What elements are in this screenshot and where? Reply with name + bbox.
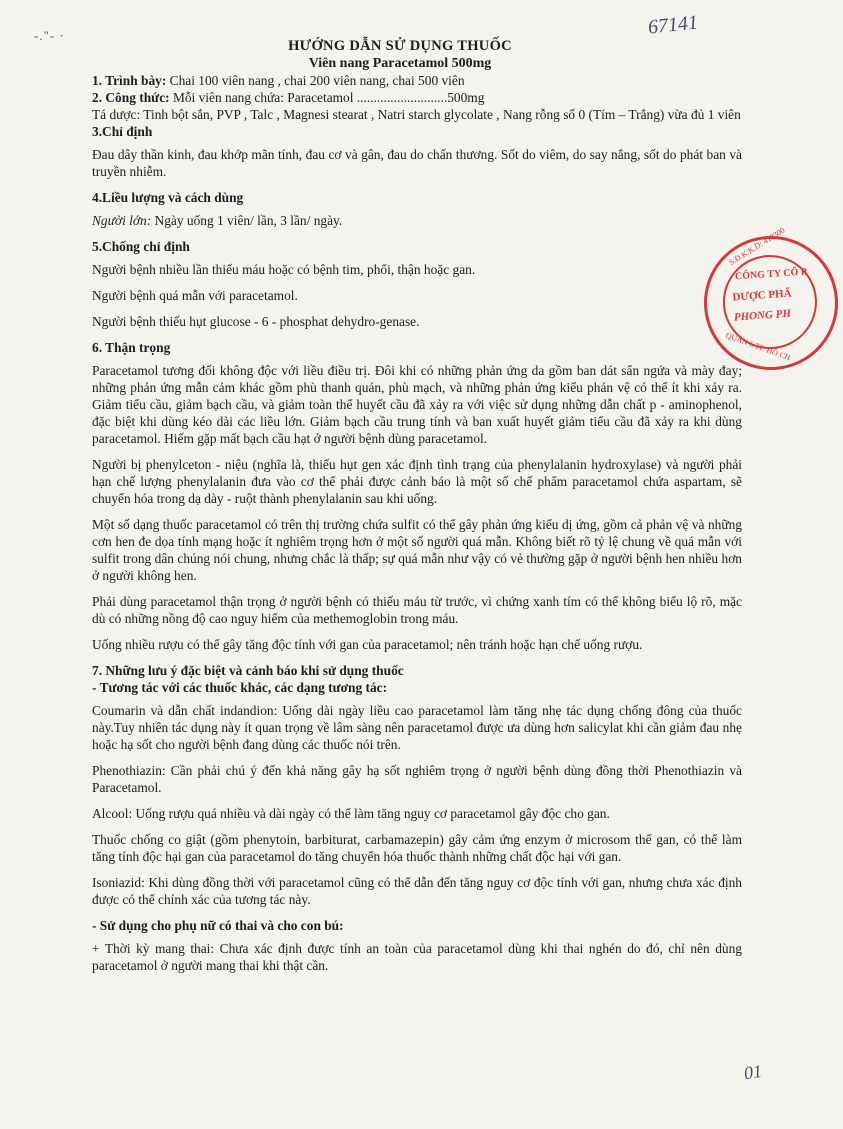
stamp-bottom-arc: QUẬN 6 TP. HỒ CH	[724, 330, 792, 363]
stamp-line-1: CÔNG TY CỔ P	[734, 266, 808, 283]
document-title: HƯỚNG DẪN SỬ DỤNG THUỐC	[288, 38, 512, 54]
paragraph: Paracetamol tương đối không độc với liều điều trị. Đôi khi có những phản ứng da gồm ban dát sẩn ngứa và mày đay; những phản ứng mẫn cảm khác gồm phù thanh quản, phù mạch, và những phản ứng kiểu phản vệ có thể ít khi xảy ra. Giảm tiểu cầu, giảm bạch cầu, và giảm toàn thể huyết cầu đã xảy ra với việc sử dụng những dẫn chất p - aminophenol, đặc biệt khi dùng kéo dài các liều lớn. Giảm bạch cầu trung tính và ban xuất huyết giảm tiểu cầu đã xảy ra khi dùng paracetamol. Hiếm gặp mất bạch cầu hạt ở người bệnh dùng paracetamol.	[92, 363, 742, 446]
paragraph: Coumarin và dẫn chất indandion: Uống dài ngày liều cao paracetamol làm tăng nhẹ tác dụng chống đông của thuốc này.Tuy nhiên tác dụng này ít quan trọng về lâm sàng nên paracetamol được ưa dùng hơn salicylat khi cần giảm đau nhẹ hoặc hạ sốt cho người bệnh đang dùng các thuốc nói trên.	[92, 703, 742, 752]
paragraph: Đau dây thần kinh, đau khớp mãn tính, đau cơ và gân, đau do chấn thương. Sốt do viêm, do say nắng, sốt do phát ban và truyền nhiễm.	[92, 147, 742, 179]
subsection-heading: - Sử dụng cho phụ nữ có thai và cho con bú:	[92, 918, 344, 933]
dosage-label: Người lớn:	[92, 213, 152, 228]
section-heading: 5.Chống chỉ định	[92, 239, 190, 254]
paragraph: Người bị phenylceton - niệu (nghĩa là, thiếu hụt gen xác định tình trạng của phenylalanin hydroxylase) và người phải hạn chế lượng phenylalanin đưa vào cơ thể phải được cảnh báo là một số chế phẩm paracetamol chứa aspartam, sẽ chuyển hóa trong dạ dày - ruột thành phenylalanin sau khi uống.	[92, 457, 742, 506]
handwritten-number: 67141	[646, 11, 699, 39]
paragraph: Thuốc chống co giật (gồm phenytoin, barbiturat, carbamazepin) gây cảm ứng enzym ở microsom thể gan, có thể làm tăng tính độc hại gan của paracetamol do tăng chuyển hóa thuốc thành những chất độc hại với gan.	[92, 832, 742, 864]
paragraph: Isoniazid: Khi dùng đồng thời với paracetamol cũng có thể dẫn đến tăng nguy cơ độc tính với gan, nhưng chưa xác định được có thể chính xác của tương tác này.	[92, 875, 742, 907]
document-subtitle: Viên nang Paracetamol 500mg	[308, 56, 492, 71]
paragraph: + Thời kỳ mang thai: Chưa xác định được tính an toàn của paracetamol dùng khi thai nghén do đó, chỉ nên dùng paracetamol ở người mang thai khi thật cần.	[92, 941, 742, 973]
contraindication-item: Người bệnh thiếu hụt glucose - 6 - phosphat dehydro-genase.	[92, 314, 420, 329]
section-heading: 4.Liều lượng và cách dùng	[92, 190, 244, 205]
section-heading: 7. Những lưu ý đặc biệt và cảnh báo khi sử dụng thuốc	[92, 663, 404, 678]
section-heading: 1. Trình bày:	[92, 73, 167, 88]
paragraph: Một số dạng thuốc paracetamol có trên thị trường chứa sulfit có thể gây phản ứng kiểu dị ứng, gồm cả phản vệ và những cơn hen đe dọa tính mạng hoặc ít nghiêm trọng hơn ở một số người quá mẫn. Không biết rõ tỷ lệ chung về quá mẫn với sulfit trong dân chúng nói chung, nhưng chắc là thấp; sự quá mẫn như vậy có vẻ thường gặp ở người bệnh hen nhiều hơn ở người không hen.	[92, 517, 742, 583]
section-heading: 3.Chỉ định	[92, 124, 153, 139]
contraindication-item: Người bệnh nhiều lần thiếu máu hoặc có bệnh tim, phổi, thận hoặc gan.	[92, 262, 476, 277]
paragraph: Alcool: Uống rượu quá nhiều và dài ngày có thể làm tăng nguy cơ paracetamol gây độc cho gan.	[92, 806, 610, 821]
corner-pen-mark: -."- ·	[34, 28, 65, 43]
excipients-text: Tá dược: Tinh bột sắn, PVP , Talc , Magnesi stearat , Natri starch glycolate , Nang rỗng số 0 (Tím – Trắng) vừa đủ 1 viên	[92, 107, 741, 122]
document-body	[92, 72, 742, 974]
section-heading: 2. Công thức:	[92, 90, 170, 105]
paragraph: Uống nhiều rượu có thể gây tăng độc tính với gan của paracetamol; nên tránh hoặc hạn chế uống rượu.	[92, 637, 643, 652]
paragraph: Phải dùng paracetamol thận trọng ở người bệnh có thiếu máu từ trước, vì chứng xanh tím có thể không biểu lộ rõ, mặc dù có những nồng độ cao nguy hiểm của methemoglobin trong máu.	[92, 594, 742, 626]
section-formula	[92, 89, 742, 106]
dosage-line	[92, 212, 742, 229]
subsection-heading: - Tương tác với các thuốc khác, các dạng tương tác:	[92, 680, 388, 695]
stamp-top-arc: S.Đ.K.K.D: 410300	[727, 225, 787, 268]
stamp-line-2: DƯỢC PHẨ	[732, 287, 792, 304]
section-text: Chai 100 viên nang , chai 200 viên nang, chai 500 viên	[166, 73, 465, 88]
page-mark: 01	[742, 1060, 764, 1084]
section-heading: 6. Thận trọng	[92, 340, 171, 355]
dosage-text: Ngày uống 1 viên/ lần, 3 lần/ ngày.	[151, 213, 343, 228]
section-presentation	[92, 72, 742, 89]
stamp-line-3: PHONG PH	[733, 307, 792, 324]
contraindication-item: Người bệnh quá mẫn với paracetamol.	[92, 288, 298, 303]
section-text: Mỗi viên nang chứa: Paracetamol ...........................500mg	[169, 90, 485, 105]
paragraph: Phenothiazin: Cần phải chú ý đến khả năng gây hạ sốt nghiêm trọng ở người bệnh dùng đồng thời Phenothiazin và Paracetamol.	[92, 763, 742, 795]
